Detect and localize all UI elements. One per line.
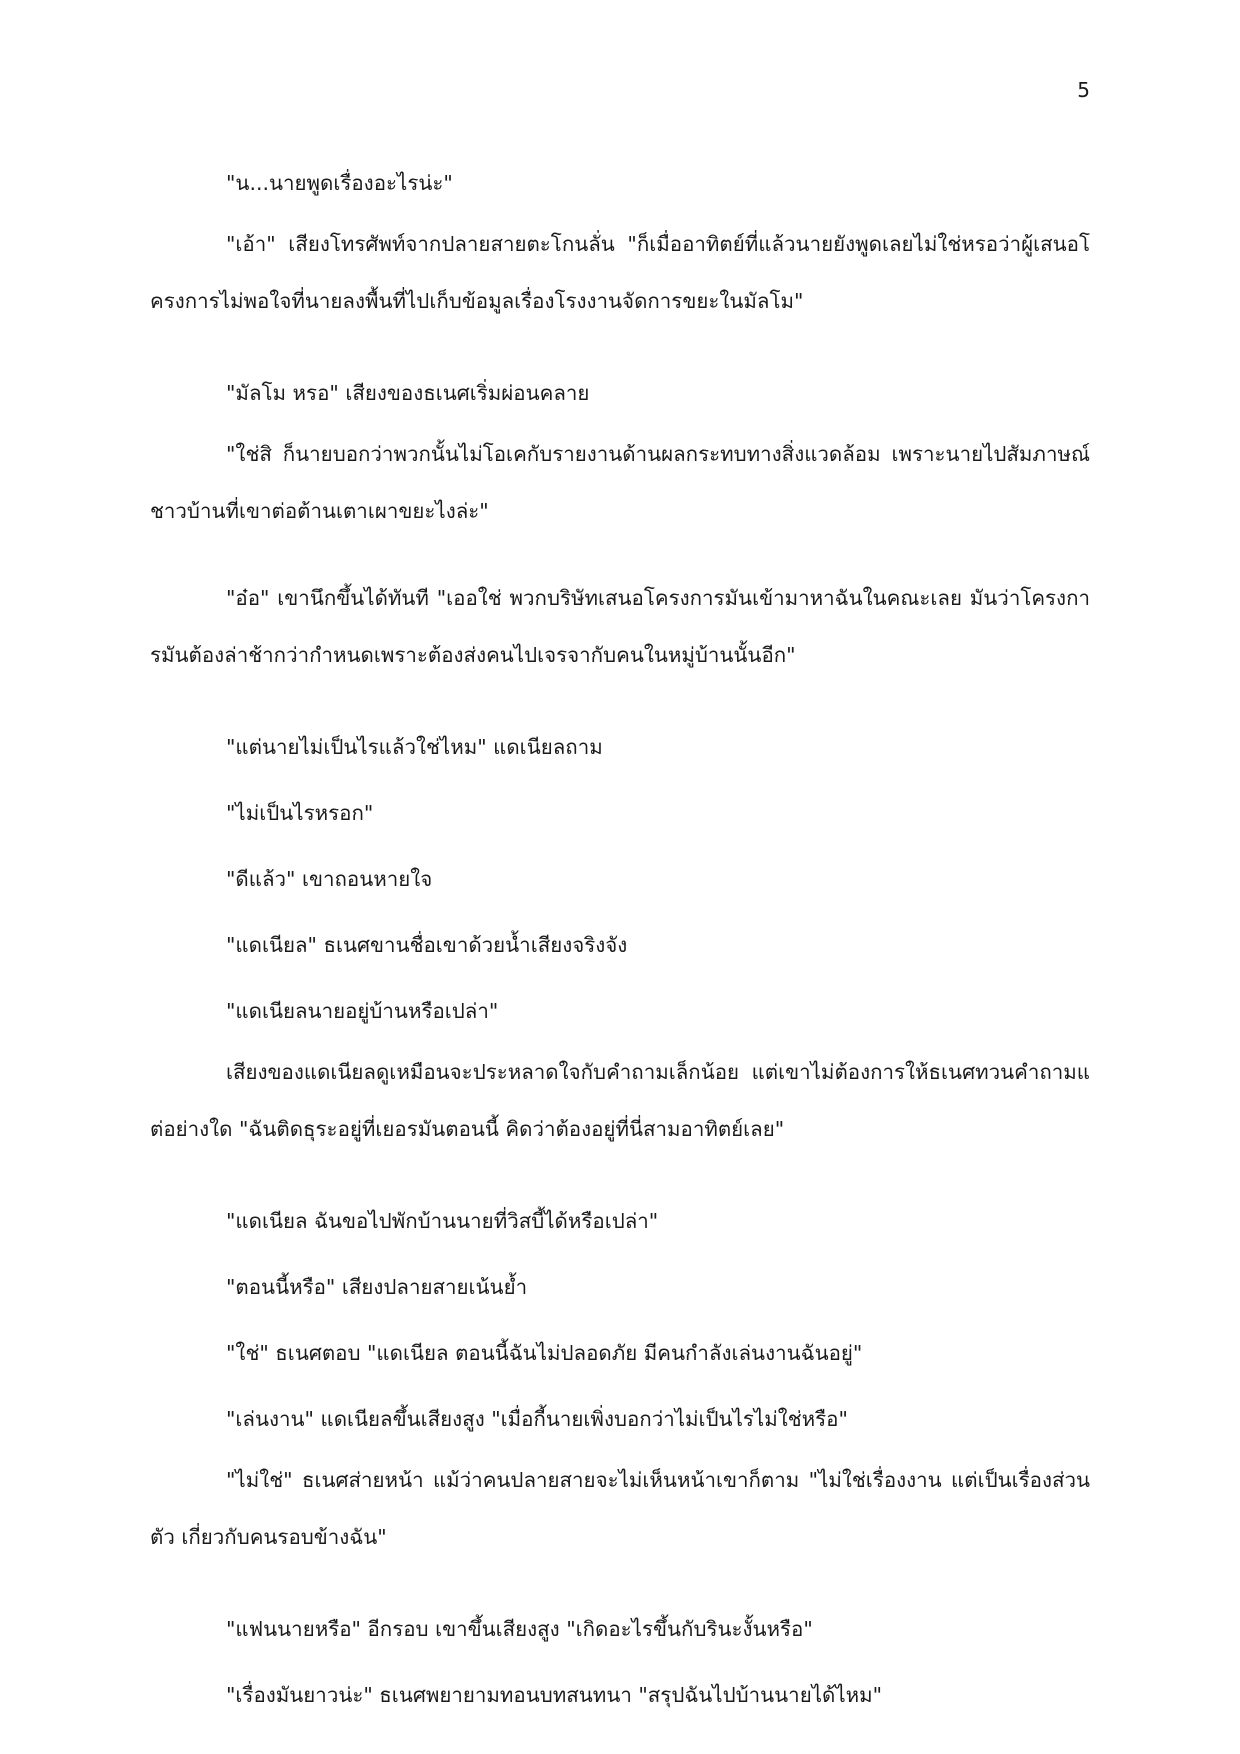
body-text (150, 150, 1090, 1728)
paragraph: "แดเนียล ฉันขอไปพักบ้านนายที่วิสบี้ได้หรือเปล่า" (226, 1209, 659, 1233)
paragraph: "เอ้า" เสียงโทรศัพท์จากปลายสายตะโกนลั่น "ก็เมื่ออาทิตย์ที่แล้วนายยังพูดเลยไม่ใช่หรอว่าผู้เสนอโครงการไม่พอใจที่นายลงพื้นที่ไปเก็บข้อมูลเรื่องโรงงานจัดการขยะในมัลโม" (150, 232, 1090, 313)
paragraph: "เล่นงาน" แดเนียลขึ้นเสียงสูง "เมื่อกี้นายเพิ่งบอกว่าไม่เป็นไรไม่ใช่หรือ" (226, 1407, 848, 1431)
paragraph: "แฟนนายหรือ" อีกรอบ เขาขึ้นเสียงสูง "เกิดอะไรขึ้นกับรินะงั้นหรือ" (226, 1617, 813, 1641)
paragraph: "ไม่ใช่" ธเนศส่ายหน้า แม้ว่าคนปลายสายจะไม่เห็นหน้าเขาก็ตาม "ไม่ใช่เรื่องงาน แต่เป็นเรื่องส่วนตัว เกี่ยวกับคนรอบข้างฉัน" (150, 1468, 1090, 1549)
paragraph: "มัลโม หรอ" เสียงของธเนศเริ่มผ่อนคลาย (226, 381, 590, 405)
paragraph: "ตอนนี้หรือ" เสียงปลายสายเน้นย้ำ (226, 1275, 528, 1299)
paragraph: "ไม่เป็นไรหรอก" (226, 801, 374, 825)
paragraph: "แดเนียล" ธเนศขานชื่อเขาด้วยน้ำเสียงจริงจัง (226, 933, 628, 957)
paragraph: "ใช่" ธเนศตอบ "แดเนียล ตอนนี้ฉันไม่ปลอดภัย มีคนกำลังเล่นงานฉันอยู่" (226, 1341, 863, 1365)
paragraph: "แดเนียลนายอยู่บ้านหรือเปล่า" (226, 999, 499, 1023)
paragraph: "เรื่องมันยาวน่ะ" ธเนศพยายามทอนบทสนทนา "สรุปฉันไปบ้านนายได้ไหม" (226, 1683, 883, 1707)
page-number: 5 (1077, 78, 1090, 102)
paragraph: "น...นายพูดเรื่องอะไรน่ะ" (226, 171, 453, 195)
paragraph: "ใช่สิ ก็นายบอกว่าพวกนั้นไม่โอเคกับรายงานด้านผลกระทบทางสิ่งแวดล้อม เพราะนายไปสัมภาษณ์ชาวบ้านที่เขาต่อต้านเตาเผาขยะไงล่ะ" (150, 442, 1090, 523)
paragraph: "อ๋อ" เขานึกขึ้นได้ทันที "เออใช่ พวกบริษัทเสนอโครงการมันเข้ามาหาฉันในคณะเลย มันว่าโครงการมันต้องล่าช้ากว่ากำหนดเพราะต้องส่งคนไปเจรจากับคนในหมู่บ้านนั้นอีก" (150, 586, 1090, 667)
paragraph: "แต่นายไม่เป็นไรแล้วใช่ไหม" แดเนียลถาม (226, 735, 603, 759)
paragraph: "ดีแล้ว" เขาถอนหายใจ (226, 867, 433, 891)
paragraph: เสียงของแดเนียลดูเหมือนจะประหลาดใจกับคำถามเล็กน้อย แต่เขาไม่ต้องการให้ธเนศทวนคำถามแต่อย่างใด "ฉันติดธุระอยู่ที่เยอรมันตอนนี้ คิดว่าต้องอยู่ที่นี่สามอาทิตย์เลย" (150, 1060, 1090, 1141)
